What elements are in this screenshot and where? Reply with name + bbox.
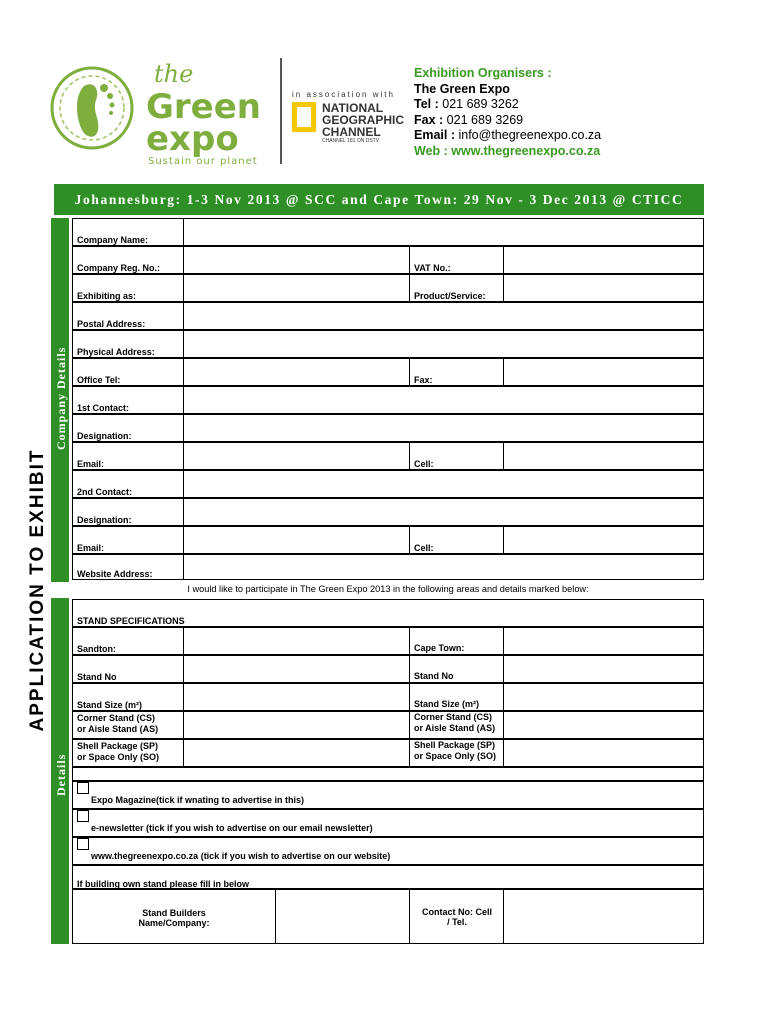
row-newsletter: e-newsletter (tick if you wish to advertise on our email newsletter) [72,809,704,837]
svg-text:Sustain our planet: Sustain our planet [148,156,258,167]
organiser-title: Exhibition Organisers : [414,66,552,80]
stand-no-capetown-field[interactable] [503,655,703,683]
product-service-field[interactable] [503,274,703,302]
postal-address-field[interactable] [183,302,703,330]
exhibiting-as-field[interactable] [183,274,410,302]
organiser-fax: Fax : 021 689 3269 [414,112,524,127]
row-builders-intro: If building own stand please fill in below [72,865,704,889]
row-contact1: 1st Contact: [72,386,704,414]
company-details-bar: Company Details [51,218,69,582]
green-expo-logo [48,56,268,168]
stand-builder-name-field[interactable] [275,889,410,944]
ng-yellow-frame-icon [292,102,316,132]
second-contact-field[interactable] [183,470,703,498]
svg-text:expo: expo [146,119,239,159]
newsletter-checkbox[interactable] [77,810,89,822]
vat-no-field[interactable] [503,246,703,274]
row-tel-fax: Office Tel: Fax: [72,358,704,386]
row-stand-no: Stand No Stand No [72,655,704,683]
row-exhibiting: Exhibiting as: Product/Service: [72,274,704,302]
row-stand-builders: Stand Builders Name/Company: Contact No: Cell / Tel. [72,889,704,944]
organiser-details [414,66,601,160]
header-divider [280,58,282,164]
stand-no-sandton-field[interactable] [183,655,410,683]
corner-stand-capetown-field[interactable] [503,711,703,739]
row-stand-size: Stand Size (m²) Stand Size (m²) [72,683,704,711]
row-spacer [72,767,704,781]
event-dates-banner: Johannesburg: 1-3 Nov 2013 @ SCC and Cape Town: 29 Nov - 3 Dec 2013 @ CTICC [54,184,704,215]
office-tel-field[interactable] [183,358,410,386]
row-contact2: 2nd Contact: [72,470,704,498]
row-physical: Physical Address: [72,330,704,358]
row-corner-stand: Corner Stand (CS) or Aisle Stand (AS) Corner Stand (CS) or Aisle Stand (AS) [72,711,704,739]
email1-field[interactable] [183,442,410,470]
svg-text:the: the [154,60,194,88]
organiser-name: The Green Expo [414,81,510,96]
participation-notice: I would like to participate in The Green Expo 2013 in the following areas and details marked below: [187,584,589,594]
row-website-advert: www.thegreenexpo.co.za (tick if you wish to advertise on our website) [72,837,704,865]
organiser-web: Web : www.thegreenexpo.co.za [414,143,601,158]
designation1-field[interactable] [183,414,703,442]
cell2-field[interactable] [503,526,703,554]
cape-town-field[interactable] [503,627,703,655]
row-stand-title: STAND SPECIFICATIONS [72,599,704,627]
application-to-exhibit-label: APPLICATION TO EXHIBIT [27,448,48,732]
cell1-field[interactable] [503,442,703,470]
organiser-tel: Tel : 021 689 3262 [414,97,519,112]
stand-size-capetown-field[interactable] [503,683,703,711]
organiser-email: Email : info@thegreenexpo.co.za [414,128,602,143]
email2-field[interactable] [183,526,410,554]
first-contact-field[interactable] [183,386,703,414]
row-website: Website Address: [72,554,704,580]
website-advert-checkbox[interactable] [77,838,89,850]
svg-text:Green: Green [146,87,261,127]
row-email2: Email: Cell: [72,526,704,554]
company-name-field[interactable] [183,218,703,246]
physical-address-field[interactable] [183,330,703,358]
builder-contact-field[interactable] [503,889,703,944]
shell-package-sandton-field[interactable] [183,739,410,767]
row-designation2: Designation: [72,498,704,526]
association-text: in association with [292,90,395,99]
stand-size-sandton-field[interactable] [183,683,410,711]
magazine-checkbox[interactable] [77,782,89,794]
website-field[interactable] [183,554,703,580]
row-designation1: Designation: [72,414,704,442]
row-expo-magazine: Expo Magazine(tick if wnating to advertise in this) [72,781,704,809]
corner-stand-sandton-field[interactable] [183,711,410,739]
sandton-field[interactable] [183,627,410,655]
row-company-name: Company Name: [72,218,704,246]
designation2-field[interactable] [183,498,703,526]
row-sandton-capetown: Sandton: Cape Town: [72,627,704,655]
shell-package-capetown-field[interactable] [503,739,703,767]
row-postal: Postal Address: [72,302,704,330]
details-bar: Details [51,598,69,944]
fax-field[interactable] [503,358,703,386]
row-email1: Email: Cell: [72,442,704,470]
reg-no-field[interactable] [183,246,410,274]
row-shell-package: Shell Package (SP) or Space Only (SO) Shell Package (SP) or Space Only (SO) [72,739,704,767]
row-reg-vat: Company Reg. No.: VAT No.: [72,246,704,274]
